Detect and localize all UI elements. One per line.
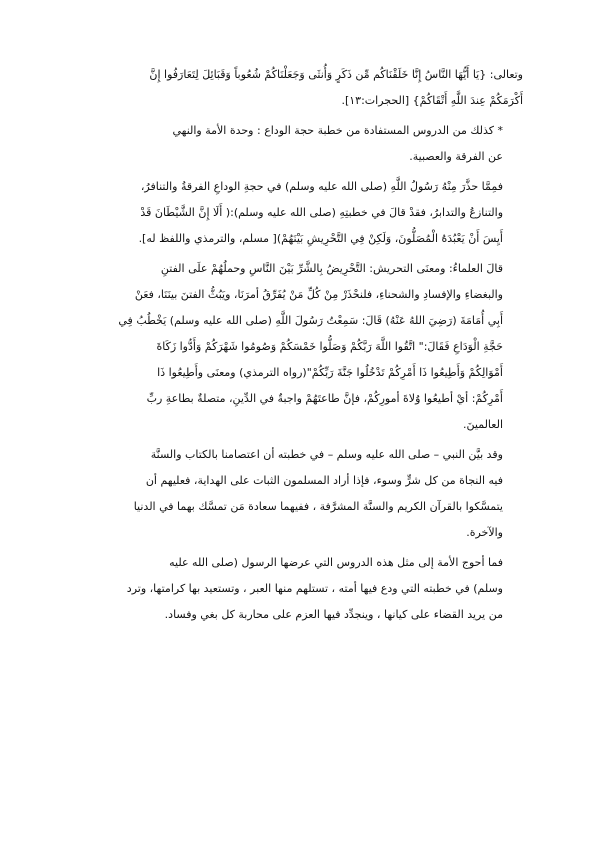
- paragraph-quran-verse: [80, 62, 523, 114]
- text-line: قالَ العلماءُ: ومعنَى التحريش: التَّحْرِيضُ بِالشَّرِّ بَيْنَ النَّاسِ وحملُهُمْ علَى الفتنِ: [160, 262, 503, 275]
- text-line: وسلم) في خطبته التي ودع فيها أمته ، تستلهم منها العبر ، وتستعيد بها كرامتها، وترد: [126, 582, 503, 595]
- paragraph-scholars-tahrish: [80, 256, 523, 438]
- text-line: عن الفرقة والعصبية.: [409, 150, 503, 163]
- paragraph-lessons-heading: [80, 118, 523, 170]
- text-line: فما أحوج الأمة إلى مثل هذه الدروس التي عرضها الرسول (صلى الله عليه: [169, 556, 503, 569]
- paragraph-book-and-sunnah: [80, 442, 523, 546]
- text-line: والبغضاءِ والإفسادِ والشحناءِ، فلنحْذَرْ مِنْ كُلِّ مَنْ يُفَرِّقُ أمرَنَا، ويَبُثُّ الفتنَ بينَنَا، فعَنْ: [134, 288, 503, 301]
- text-line: فيه النجاة من كل شرٍّ وسوء، فإذا أراد المسلمون الثبات على الهداية، فعليهم أن: [145, 474, 503, 487]
- text-line: والآخرة.: [466, 526, 503, 539]
- text-line: أَمْرِكُمْ: أيْ أطيعُوا وُلاةَ أمورِكُمْ، فإنَّ طاعتَهُمْ واجبةٌ في الدِّينِ، متصلةٌ بطاعةِ ربِّ: [146, 392, 503, 405]
- paragraph-warning-division: [80, 174, 523, 252]
- paragraph-conclusion: [80, 550, 523, 628]
- text-line: * كذلك من الدروس المستفادة من خطبة حجة الوداع : وحدة الأمة والنهي: [172, 124, 503, 137]
- text-line: حَجَّةِ الْوَدَاعِ فَقَالَ:" اتَّقُوا اللَّهَ رَبَّكُمْ وَصَلُّوا خَمْسَكُمْ وَصُومُوا شَهْرَكُمْ وَأَدُّوا زَكَاةَ: [156, 340, 503, 353]
- text-line: من يريد القضاء على كيانها ، وينجدِّد فيها العزم على محاربة كل بغي وفساد.: [164, 608, 503, 621]
- text-line: فمِمَّا حذَّرَ مِنْهُ رَسُولُ اللَّهِ (صلى الله عليه وسلم) في حجةِ الوداعِ الفرقةُ والتنافرُ،: [140, 180, 503, 193]
- document-page: [80, 62, 523, 632]
- text-line: وقد بيَّن النبي – صلى الله عليه وسلم – في خطبته أن اعتصامنا بالكتاب والسنَّة: [150, 448, 503, 461]
- text-line: أَيِسَ أَنْ يَعْبُدَهُ الْمُصَلُّونَ، وَلَكِنْ فِي التَّحْرِيشِ بَيْنَهُمْ)[ مسلم، والترمذي واللفظ له].: [138, 232, 503, 245]
- text-line: أَبِي أُمَامَةَ (رَضِيَ اللهُ عَنْهُ) قَالَ: سَمِعْتُ رَسُولَ اللَّهِ (صلى الله عليه وسلم) يَخْطُبُ فِي: [118, 314, 503, 327]
- text-line: العالمينَ.: [463, 418, 503, 431]
- text-line: يتمسَّكوا بالقرآن الكريم والسنَّة المشرَّفة ، ففيهما سعادة مَن تمسَّك بهما في الدنيا: [133, 500, 503, 513]
- text-line: أَكْرَمَكُمْ عِندَ اللَّهِ أَتْقَاكُمْ} [الحجرات:١٣].: [341, 94, 523, 107]
- text-line: وتعالى: {يَا أَيُّهَا النَّاسُ إِنَّا خَلَقْنَاكُم مِّن ذَكَرٍ وَأُنثَى وَجَعَلْنَاكُمْ شُعُوباً وَقَبَائِلَ لِتَعَارَفُوا إِنَّ: [149, 68, 523, 81]
- text-line: أَمْوَالِكُمْ وَأَطِيعُوا ذَا أَمْرِكُمْ تَدْخُلُوا جَنَّةَ رَبِّكُمْ"(رواه الترمذي) ومعنَى وأَطِيعُوا ذَا: [157, 366, 503, 379]
- text-line: والتنازعُ والتدابرُ، فقدْ قالَ في خطبتِهِ (صلى الله عليه وسلم):( أَلَا إِنَّ الشَّيْطَانَ قَدْ: [140, 206, 503, 219]
